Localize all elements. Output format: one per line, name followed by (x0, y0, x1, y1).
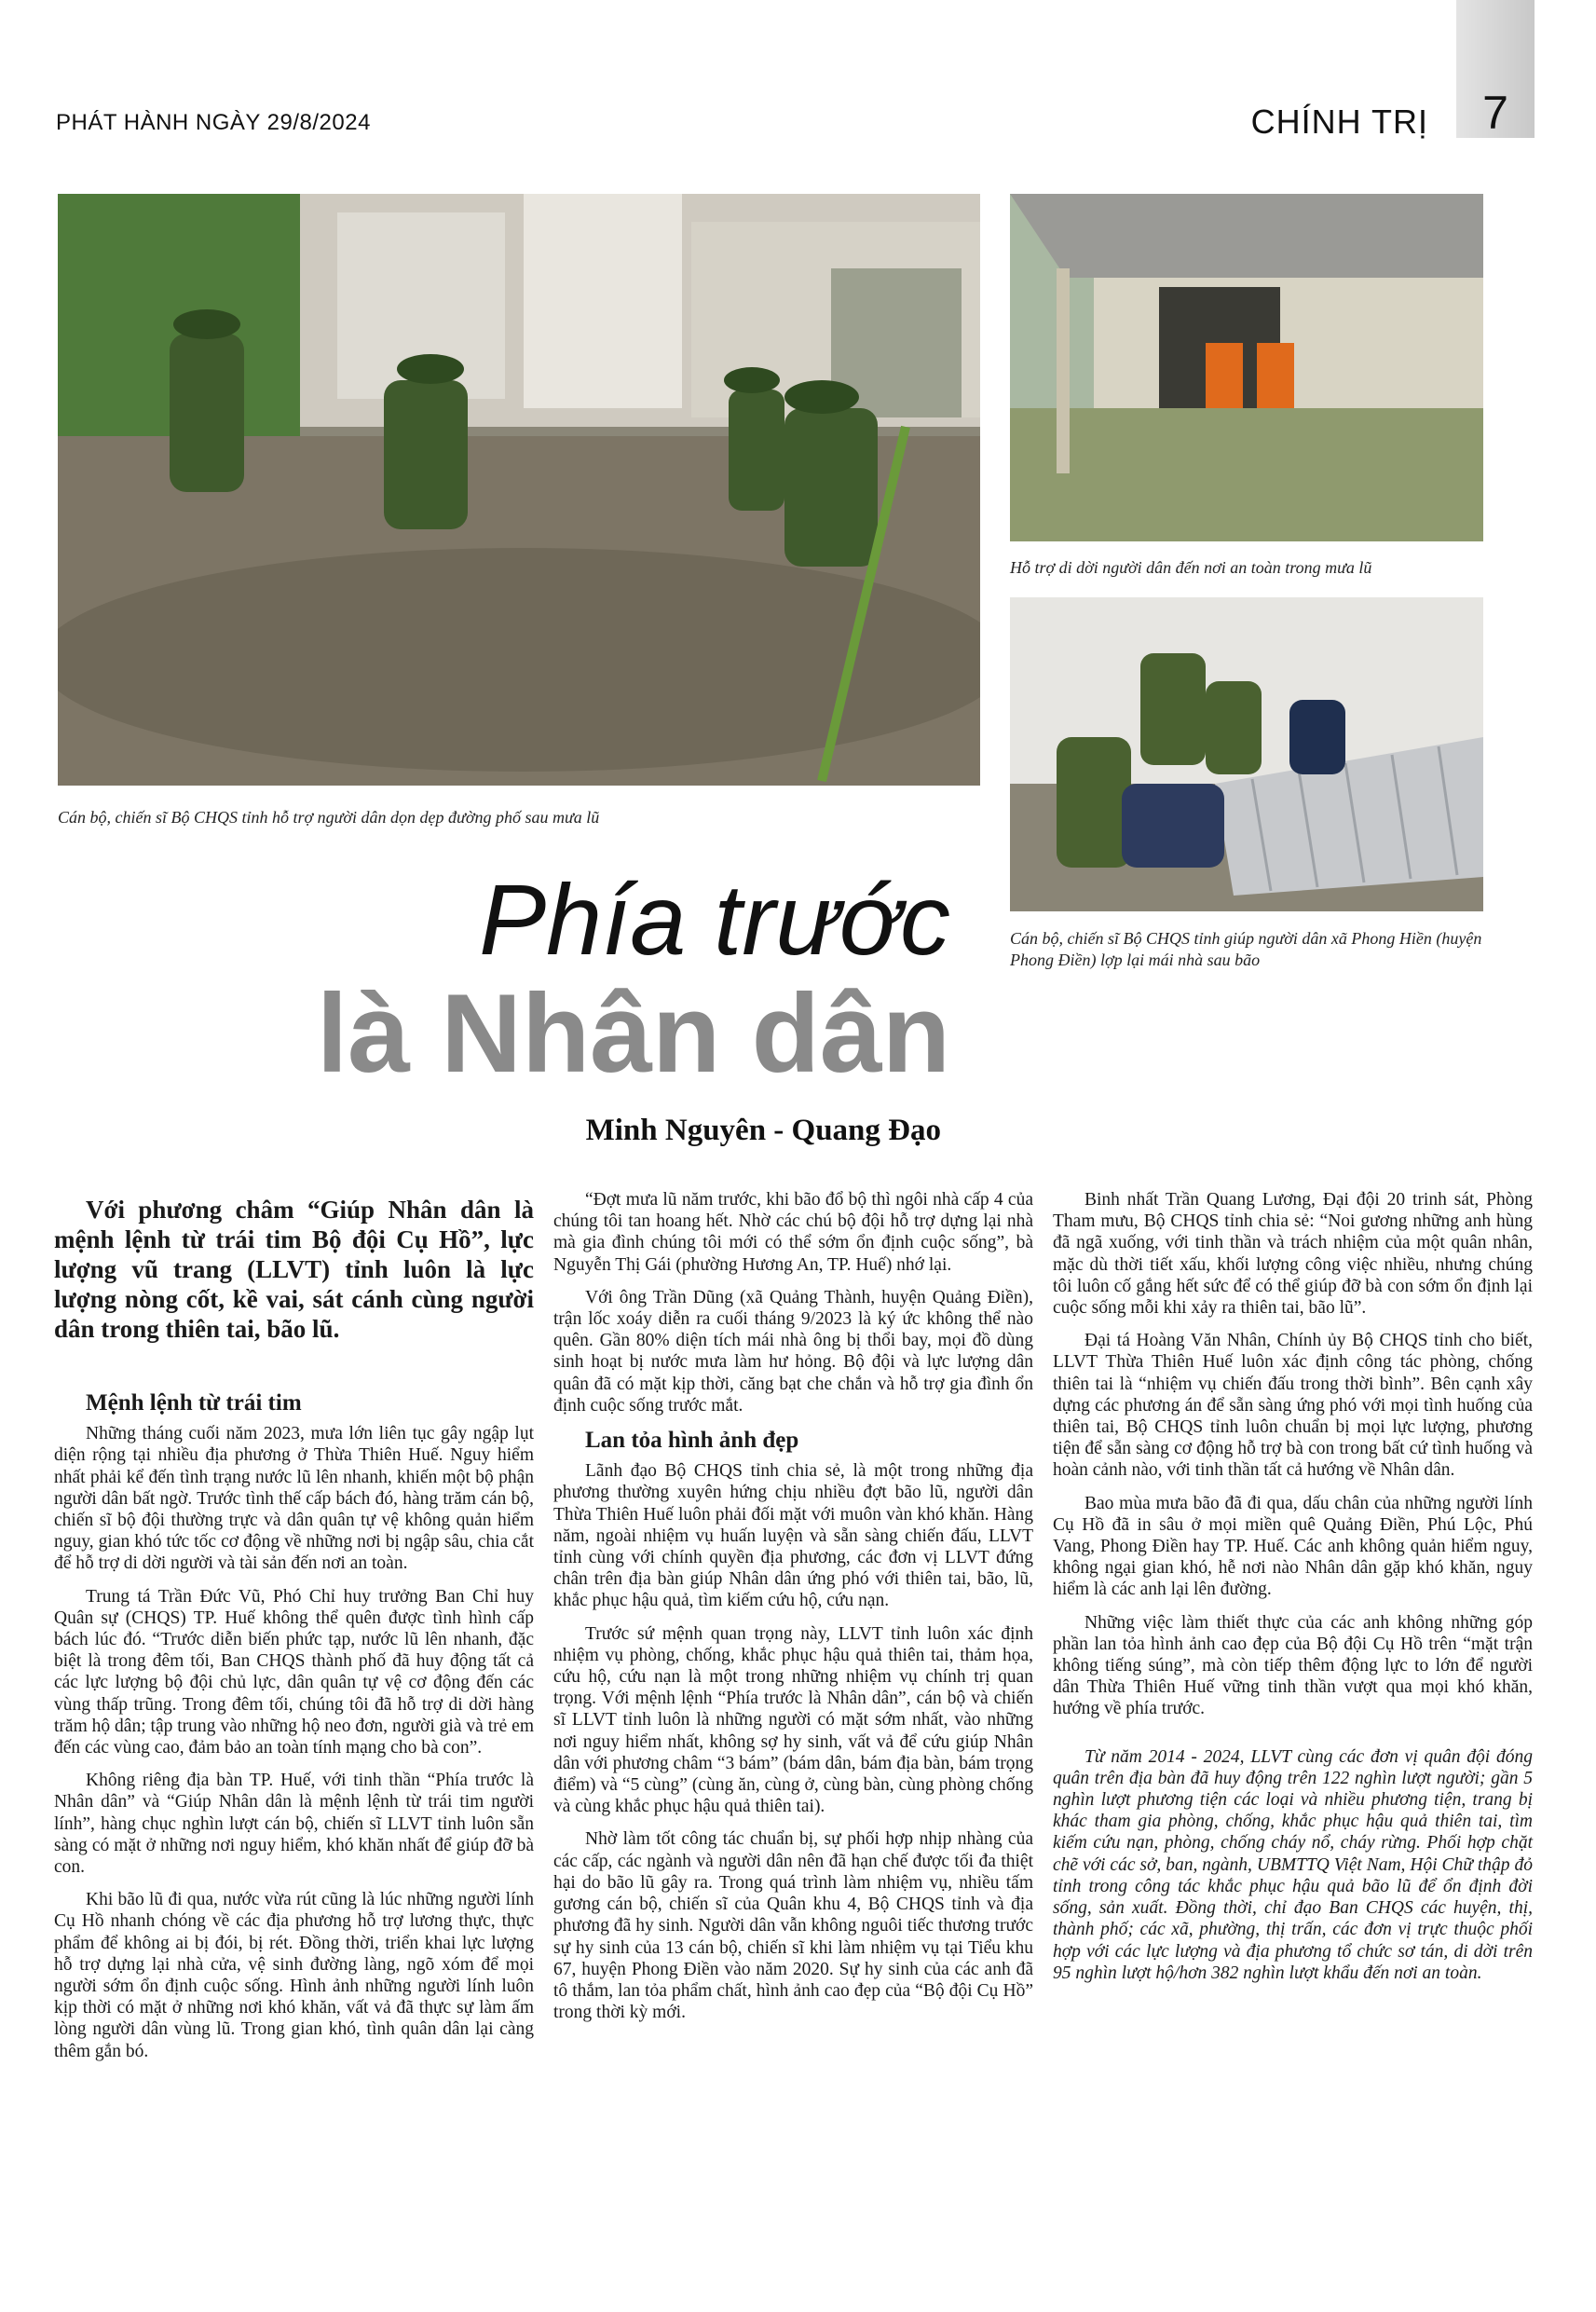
article-column-3 (1053, 1189, 1533, 1995)
rescue-photo (1010, 194, 1483, 541)
lead-paragraph: Với phương châm “Giúp Nhân dân là mệnh lệnh từ trái tim Bộ đội Cụ Hồ”, lực lượng vũ trang (LLVT) tỉnh luôn là lực lượng nòng cốt, kề vai, sát cánh cùng người dân trong thiên tai, bão lũ. (54, 1196, 534, 1343)
paragraph: Trước sứ mệnh quan trọng này, LLVT tỉnh luôn xác định nhiệm vụ phòng, chống, khắc phục hậu quả thiên tai, thảm họa, cứu hộ, cứu nạn là một trong những nhiệm vụ chính trị quan trọng. Với mệnh lệnh “Phía trước là Nhân dân”, cán bộ và chiến sĩ LLVT tỉnh luôn là những người có mặt sớm nhất, vào những nơi nguy hiểm nhất, không sợ hy sinh, vất vả để cứu giúp Nhân dân với phương châm “3 bám” (bám dân, bám địa bàn, bám trọng điểm) và “5 cùng” (cùng ăn, cùng ở, cùng bàn, cùng phòng chống và cùng khắc phục hậu quả thiên tai). (553, 1623, 1033, 1817)
statistics-box: Từ năm 2014 - 2024, LLVT cùng các đơn vị quân đội đóng quân trên địa bàn đã huy động trên 122 nghìn lượt người; gần 5 nghìn lượt phương tiện các loại và nhiều phương tiện, trang bị khác tham gia phòng, chống, khắc phục hậu quả thiên tai, tìm kiếm cứu nạn, phòng, chống cháy nổ, cháy rừng. Phối hợp chặt chẽ với các sở, ban, ngành, UBMTTQ Việt Nam, Hội Chữ thập đỏ tỉnh trong công tác khắc phục hậu quả bão lũ để ổn định đời sống, sản xuất. Đồng thời, chỉ đạo Ban CHQS các huyện, thị, thành phố; các xã, phường, thị trấn, các đơn vị trực thuộc phối hợp với các lực lượng và địa phương tổ chức sơ tán, di dời trên 95 nghìn lượt hộ/hơn 382 nghìn lượt khẩu đến nơi an toàn. (1053, 1746, 1533, 1983)
paragraph: Không riêng địa bàn TP. Huế, với tinh thần “Phía trước là Nhân dân” và “Giúp Nhân dân là mệnh lệnh từ trái tim người lính”, hàng chục nghìn lượt cán bộ, chiến sĩ LLVT tỉnh luôn sẵn sàng có mặt ở những nơi nguy hiểm, khó khăn nhất để giúp đỡ bà con. (54, 1771, 534, 1878)
subheading-heart-command: Mệnh lệnh từ trái tim (86, 1390, 302, 1416)
paragraph: Những việc làm thiết thực của các anh không những góp phần lan tỏa hình ảnh cao đẹp của Bộ đội Cụ Hồ trên “mặt trận không tiếng súng”, mà còn tiếp thêm động lực to lớn để người dân Thừa Thiên Huế vững tinh thần vượt qua mọi khó khăn, hướng về phía trước. (1053, 1612, 1533, 1719)
main-photo-caption: Cán bộ, chiến sĩ Bộ CHQS tỉnh hỗ trợ người dân dọn dẹp đường phố sau mưa lũ (58, 808, 600, 827)
paragraph: Những tháng cuối năm 2023, mưa lớn liên tục gây ngập lụt diện rộng tại nhiều địa phương ở Thừa Thiên Huế. Nguy hiểm nhất phải kể đến tình trạng nước lũ lên nhanh, khiến một bộ phận người dân bất ngờ. Trước tình thế cấp bách đó, hàng trăm cán bộ, chiến sĩ bộ đội thường trực và dân quân tự vệ không quản hiểm nguy, gian khó tức tốc cơ động về những nơi bị ngập sâu, chia cắt để hỗ trợ di dời người và tài sản đến nơi an toàn. (54, 1424, 534, 1574)
rescue-photo-caption: Hỗ trợ di dời người dân đến nơi an toàn trong mưa lũ (1010, 558, 1372, 577)
page-number: 7 (1482, 87, 1508, 139)
headline-line-2: là Nhân dân (316, 971, 950, 1096)
paragraph: Với ông Trần Dũng (xã Quảng Thành, huyện Quảng Điền), trận lốc xoáy diễn ra cuối tháng 9/2023 là ký ức không thể nào quên. Gần 80% diện tích mái nhà ông bị thổi bay, mọi đồ dùng sinh hoạt bị nước mưa làm hư hỏng. Bộ đội và lực lượng dân quân đã có mặt kịp thời, căng bạt che chắn và hỗ trợ gia đình ổn định cuộc sống trước mắt. (553, 1287, 1033, 1416)
paragraph: Khi bão lũ đi qua, nước vừa rút cũng là lúc những người lính Cụ Hồ nhanh chóng về các địa phương hỗ trợ lương thực, thực phẩm để không ai bị đói, bị rét. Đồng thời, triển khai lực lượng hỗ trợ dựng lại nhà cửa, vệ sinh đường làng, ngõ xóm để mọi người sớm ổn định cuộc sống. Hình ảnh những người lính luôn kịp thời có mặt ở những nơi khó khăn, vất vả đã thực sự làm ấm lòng người dân vùng lũ. Trong gian khó, tình quân dân lại càng thêm gắn bó. (54, 1890, 534, 2061)
issue-date: PHÁT HÀNH NGÀY 29/8/2024 (56, 110, 371, 135)
roof-repair-photo-caption: Cán bộ, chiến sĩ Bộ CHQS tỉnh giúp người dân xã Phong Hiền (huyện Phong Điền) lợp lại mái nhà sau bão (1010, 929, 1482, 969)
paragraph: Binh nhất Trần Quang Lương, Đại đội 20 trinh sát, Phòng Tham mưu, Bộ CHQS tỉnh chia sẻ: “Noi gương những anh hùng đã ngã xuống, với tinh thần và trách nhiệm của một quân nhân, mặc dù thời tiết xấu, khối lượng công việc nhiều, nhưng chúng tôi luôn cố gắng hết sức để có thể giúp đỡ bà con sớm ổn định lại cuộc sống mỗi khi xảy ra thiên tai, bão lũ”. (1053, 1190, 1533, 1319)
subheading-spreading-image: Lan tỏa hình ảnh đẹp (585, 1428, 799, 1454)
paragraph: “Đợt mưa lũ năm trước, khi bão đổ bộ thì ngôi nhà cấp 4 của chúng tôi tan hoang hết. Nhờ các chú bộ đội hỗ trợ dựng lại nhà mà gia đình chúng tôi mới có thể sớm ổn định cuộc sống”, bà Nguyễn Thị Gái (phường Hương An, TP. Huế) nhớ lại. (553, 1190, 1033, 1275)
paragraph: Lãnh đạo Bộ CHQS tỉnh chia sẻ, là một trong những địa phương thường xuyên hứng chịu nhiều đợt bão lũ, người dân Thừa Thiên Huế luôn phải đối mặt với muôn vàn khó khăn. Hàng năm, ngoài nhiệm vụ huấn luyện và sẵn sàng chiến đấu, LLVT tỉnh cùng với chính quyền địa phương, các đơn vị LLVT đứng chân trên địa bàn giúp Nhân dân ứng phó với thiên tai, bão, lũ, khắc phục hậu quả, tìm kiếm cứu hộ, cứu nạn. (553, 1461, 1033, 1611)
article-column-1 (54, 1379, 534, 2073)
paragraph: Trung tá Trần Đức Vũ, Phó Chỉ huy trưởng Ban Chỉ huy Quân sự (CHQS) TP. Huế không thể quên được tình hình cấp bách lúc đó. “Trước diễn biến phức tạp, nước lũ lên nhanh, đặc biệt là trong đêm tối, Ban CHQS thành phố đã huy động tất cả các lực lượng bộ đội chủ lực, dân quân tự vệ cơ động đến các vùng thấp trũng. Trong đêm tối, chúng tôi đã hỗ trợ di dời hàng trăm hộ dân; tập trung vào những hộ neo đơn, người già và trẻ em đến các vùng cao, đảm bảo an toàn tính mạng cho bà con”. (54, 1586, 534, 1758)
paragraph: Bao mùa mưa bão đã đi qua, dấu chân của những người lính Cụ Hồ đã in sâu ở mọi miền quê Quảng Điền, Phú Lộc, Phú Vang, Phong Điền hay TP. Huế. Các anh không quản hiểm nguy, không ngại gian khó, hễ nơi nào Nhân dân gặp khó khăn, nguy hiểm là các anh lại lên đường. (1053, 1493, 1533, 1600)
main-photo (58, 194, 980, 786)
roof-repair-photo (1010, 597, 1483, 911)
article-column-2 (553, 1189, 1033, 2034)
paragraph: Nhờ làm tốt công tác chuẩn bị, sự phối hợp nhịp nhàng của các cấp, các ngành và người dân nên đã hạn chế được tối đa thiệt hại do bão lũ gây ra. Trong quá trình làm nhiệm vụ, nhiều tấm gương cán bộ, chiến sĩ của Quân khu 4, Bộ CHQS tỉnh và địa phương đã hy sinh. Người dân vẫn không nguôi tiếc thương trước sự hy sinh của 13 cán bộ, chiến sĩ khi làm nhiệm vụ tại Tiểu khu 67, huyện Phong Điền vào năm 2020. Sự hy sinh của các anh đã tô thắm, lan tỏa phẩm chất, hình ảnh cao đẹp của “Bộ đội Cụ Hồ” trong thời kỳ mới. (553, 1829, 1033, 2023)
paragraph: Đại tá Hoàng Văn Nhân, Chính ủy Bộ CHQS tỉnh cho biết, LLVT Thừa Thiên Huế luôn xác định công tác phòng, chống thiên tai là “nhiệm vụ chiến đấu trong thời bình”. Bên cạnh xây dựng các phương án để sẵn sàng ứng phó với mọi tình huống của thiên tai, Bộ CHQS tỉnh luôn chuẩn bị mọi lực lượng, phương tiện để sẵn sàng cơ động hỗ trợ bà con trong bất cứ tình huống và hoàn cảnh nào, với tinh thần tất cả hướng về Nhân dân. (1053, 1331, 1533, 1481)
byline: Minh Nguyên - Quang Đạo (585, 1114, 941, 1147)
headline-line-1: Phía trước (479, 863, 950, 976)
section-title: CHÍNH TRỊ (1250, 103, 1428, 141)
